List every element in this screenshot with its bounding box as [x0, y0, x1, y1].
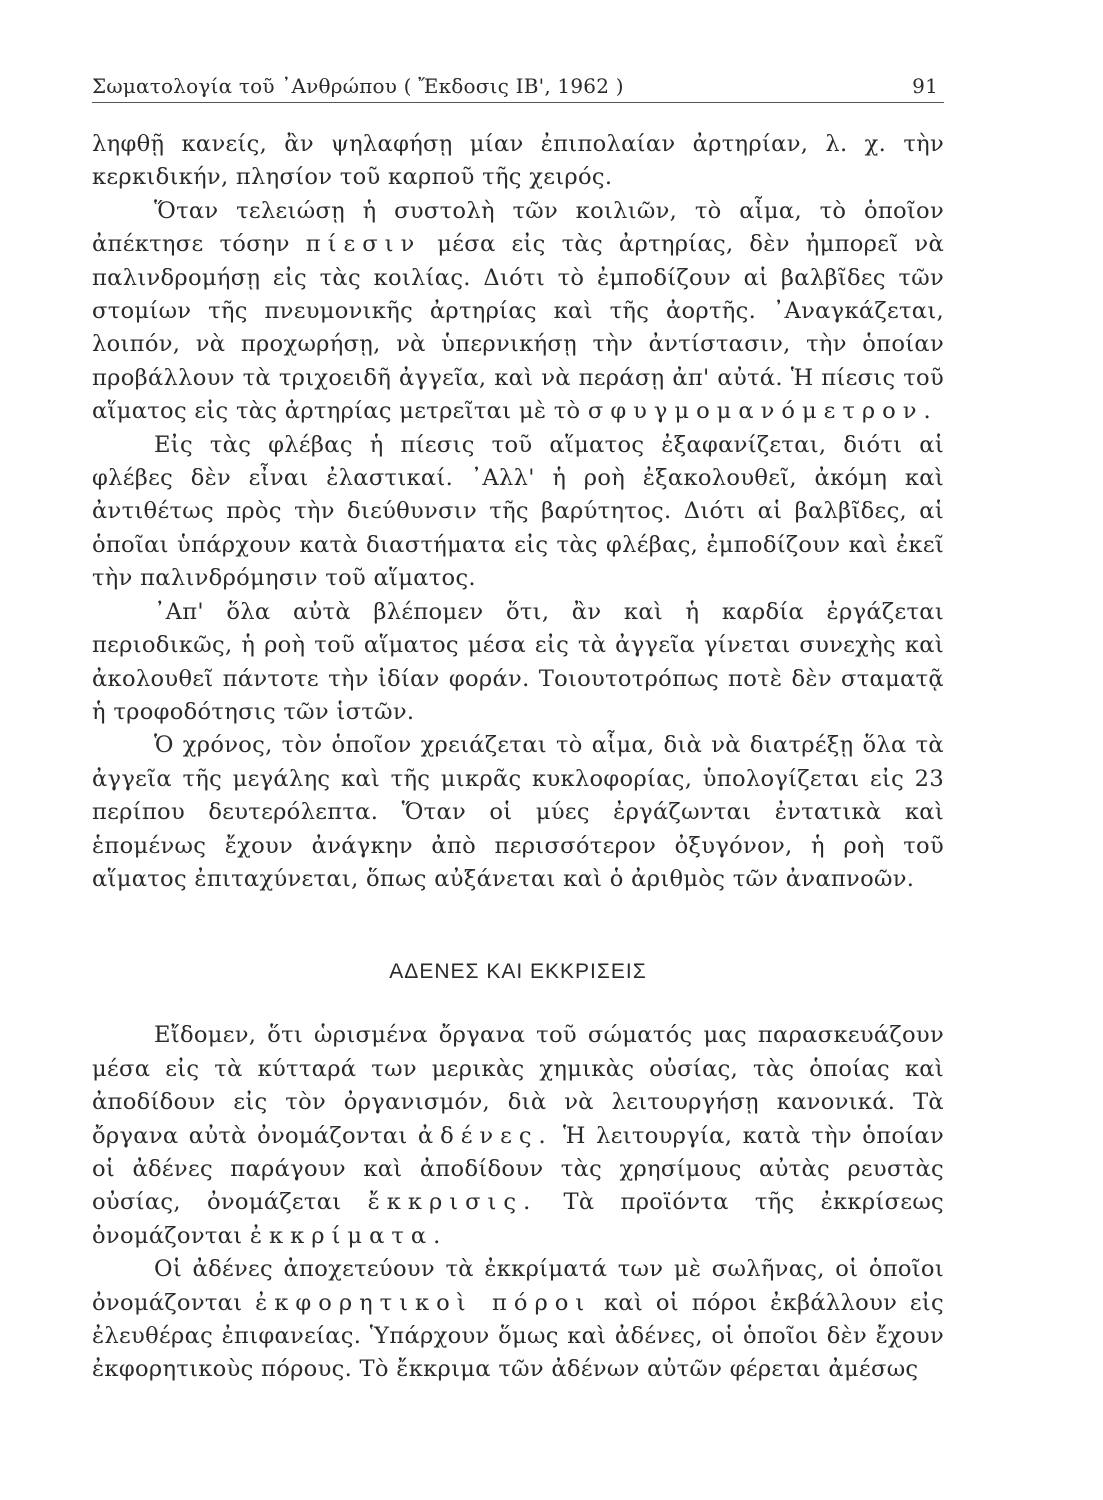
- emphasis-adenes: ἀδένες.: [417, 1122, 553, 1149]
- running-head-title: Σωματολογία τοῦ ᾿Ανθρώπου ( Ἔκδοσις ΙΒ', 1962 ): [92, 74, 624, 98]
- section-heading: ΑΔΕΝΕΣ ΚΑΙ ΕΚΚΡΙΣΕΙΣ: [389, 960, 647, 984]
- paragraph-2-part-1: Ὅταν τελειώσῃ ἡ συστολὴ τῶν κοιλιῶν, τὸ αἷμα, τὸ ὁποῖον ἀπέκτησε τόσην: [92, 197, 944, 258]
- paragraph-6-part-2: Ἡ λειτουργία, κατὰ τὴν ὁποίαν οἱ ἀδένες παράγουν καὶ ἀποδίδουν τὰς χρησίμους αὐτὰς ρευστὰς οὐσίας, ὀνομάζεται: [92, 1122, 944, 1216]
- book-page: [92, 62, 945, 1383]
- paragraph-7: [92, 1253, 944, 1387]
- emphasis-ekforitikoi-poroi: ἐκφορητικοὶ πόροι: [255, 1289, 592, 1316]
- paragraph-3: Εἰς τὰς φλέβας ἡ πίεσις τοῦ αἵματος ἐξαφανίζεται, διότι αἱ φλέβες δὲν εἶναι ἐλαστικαί. ᾿Αλλ' ἡ ροὴ ἐξακολουθεῖ, ἀκόμη καὶ ἀντιθέτως πρὸς τὴν διεύθυνσιν τῆς βαρύτητος. Διότι αἱ βαλβῖδες, αἱ ὁποῖαι ὑπάρχουν κατὰ διαστήματα εἰς τὰς φλέβας, ἐμποδίζουν καὶ ἐκεῖ τὴν παλινδρόμησιν τοῦ αἵματος.: [92, 431, 944, 592]
- paragraph-7-part-2: καὶ οἱ πόροι ἐκβάλλουν εἰς ἐλευθέρας ἐπιφανείας. Ὑπάρχουν ὅμως καὶ ἀδένες, οἱ ὁποῖοι δὲν ἔχουν ἐκφορητικοὺς πόρους. Τὸ ἔκκριμα τῶν ἀδένων αὐτῶν φέρεται ἀμέσως: [92, 1289, 945, 1383]
- paragraph-6-part-3: Τὰ προϊόντα τῆς ἐκκρίσεως ὀνομάζονται: [92, 1189, 945, 1249]
- emphasis-ekkrisis: ἔκκρισις.: [367, 1189, 538, 1216]
- paragraph-4: ᾿Απ' ὅλα αὐτὰ βλέπομεν ὅτι, ἂν καὶ ἡ καρδία ἐργάζεται περιοδικῶς, ἡ ροὴ τοῦ αἵματος μέσα εἰς τὰ ἀγγεῖα γίνεται συνεχὴς καὶ ἀκολουθεῖ πάντοτε τὴν ἰδίαν φοράν. Τοιουτοτρόπως ποτὲ δὲν σταματᾷ ἡ τροφοδότησις τῶν ἱστῶν.: [92, 598, 944, 725]
- emphasis-ekkrimata: ἐκκρίματα.: [249, 1222, 448, 1249]
- header-rule: [92, 102, 944, 103]
- paragraph-1: ληφθῇ κανείς, ἂν ψηλαφήσῃ μίαν ἐπιπολαίαν ἀρτηρίαν, λ. χ. τὴν κερκιδικήν, πλησίον τοῦ καρποῦ τῆς χειρός.: [92, 131, 944, 191]
- emphasis-piesin: πίεσιν: [305, 231, 422, 258]
- paragraph-2: [92, 195, 944, 429]
- body-text: [92, 128, 944, 1387]
- paragraph-6: [92, 1019, 944, 1253]
- paragraph-6-part-1: Εἴδομεν, ὅτι ὡρισμένα ὄργανα τοῦ σώματός μας παρασκευάζουν μέσα εἰς τὰ κύτταρά των μερικὰς χημικὰς οὐσίας, τὰς ὁποίας καὶ ἀποδίδουν εἰς τὸν ὀργανισμόν, διὰ νὰ λειτουργήσῃ κανονικά. Τὰ ὄργανα αὐτὰ ὀνομάζονται: [92, 1022, 944, 1149]
- emphasis-sfygmomanometron: σφυγμομανόμετρον.: [587, 398, 938, 425]
- paragraph-5: Ὁ χρόνος, τὸν ὁποῖον χρειάζεται τὸ αἷμα, διὰ νὰ διατρέξῃ ὅλα τὰ ἀγγεῖα τῆς μεγάλης καὶ τῆς μικρᾶς κυκλοφορίας, ὑπολογίζεται εἰς 23 περίπου δευτερόλεπτα. Ὅταν οἱ μύες ἐργάζωνται ἐντατικὰ καὶ ἑπομένως ἔχουν ἀνάγκην ἀπὸ περισσότερον ὀξυγόνον, ἡ ροὴ τοῦ αἵματος ἐπιταχύνεται, ὅπως αὐξάνεται καὶ ὁ ἀριθμὸς τῶν ἀναπνοῶν.: [92, 732, 944, 892]
- paragraph-2-part-2: μέσα εἰς τὰς ἀρτηρίας, δὲν ἠμπορεῖ νὰ παλινδρομήσῃ εἰς τὰς κοιλίας. Διότι τὸ ἐμποδίζουν αἱ βαλβῖδες τῶν στομίων τῆς πνευμονικῆς ἀρτηρίας καὶ τῆς ἀορτῆς. ᾿Αναγκάζεται, λοιπόν, νὰ προχωρήσῃ, νὰ ὑπερνικήσῃ τὴν ἀντίστασιν, τὴν ὁποίαν προβάλλουν τὰ τριχοειδῆ ἀγγεῖα, καὶ νὰ περάσῃ ἀπ' αὐτά. Ἡ πίεσις τοῦ αἵματος εἰς τὰς ἀρτηρίας μετρεῖται μὲ τὸ: [92, 231, 944, 425]
- running-head: [92, 62, 944, 104]
- page-number: 91: [912, 74, 938, 98]
- paragraph-7-part-1: Οἱ ἀδένες ἀποχετεύουν τὰ ἐκκρίματά των μὲ σωλῆνας, οἱ ὁποῖοι ὀνομάζονται: [92, 1256, 944, 1316]
